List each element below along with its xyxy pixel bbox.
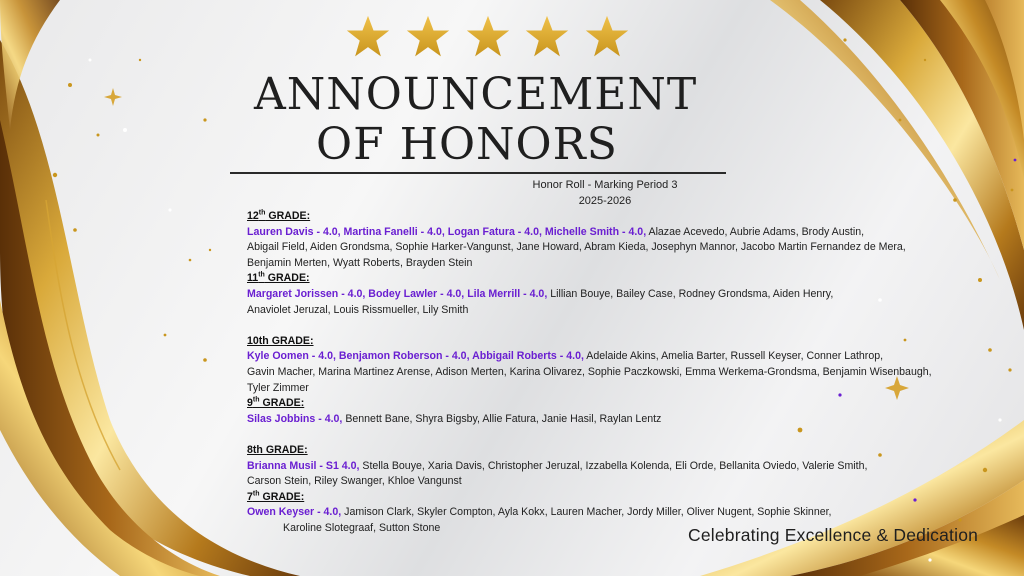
title-line-1: ANNOUNCEMENT	[254, 69, 698, 120]
footer-tagline: Celebrating Excellence & Dedication	[688, 525, 979, 545]
grade-12-heading: 12th GRADE:	[247, 209, 311, 222]
grade-12-names-line2: Abigail Field, Aiden Grondsma, Sophie Harker-Vangunst, Jane Howard, Abram Kieda, Josephyn Mannor, Jacobo Martin Fernandez de Mera,	[247, 241, 906, 254]
grade-10-names-line3: Tyler Zimmer	[247, 381, 309, 394]
star-icon	[405, 14, 451, 60]
honor-roll-list	[247, 209, 947, 536]
grade-12-names	[247, 225, 947, 241]
high-honors-names: Brianna Musil - S1 4.0,	[247, 459, 360, 472]
grade-11-names-line2: Anaviolet Jeruzal, Louis Rissmueller, Lily Smith	[247, 303, 469, 316]
subtitle-period: Honor Roll - Marking Period 3	[532, 179, 678, 191]
grade-8-names-line2: Carson Stein, Riley Swanger, Khloe Vangunst	[247, 475, 462, 488]
subtitle-year: 2025-2026	[578, 195, 632, 207]
grade-12-names-line3: Benjamin Merten, Wyatt Roberts, Brayden Stein	[247, 256, 473, 269]
honors-names: Stella Bouye, Xaria Davis, Christopher Jeruzal, Izzabella Kolenda, Eli Orde, Bellanita Oviedo, Valerie Smith,	[359, 459, 868, 472]
spacer	[247, 318, 947, 334]
high-honors-names: Margaret Jorissen - 4.0, Bodey Lawler - 4.0, Lila Merrill - 4.0,	[247, 287, 548, 300]
star-icon	[345, 14, 391, 60]
spacer	[247, 427, 947, 443]
grade-8-heading: 8th GRADE:	[247, 443, 308, 456]
star-icon	[524, 14, 570, 60]
honors-names: Jamison Clark, Skyler Compton, Ayla Kokx, Lauren Macher, Jordy Miller, Oliver Nugent, Sophie Skinner,	[341, 506, 832, 519]
grade-9-names	[247, 412, 947, 428]
high-honors-names: Lauren Davis - 4.0, Martina Fanelli - 4.0, Logan Fatura - 4.0, Michelle Smith - 4.0,	[247, 225, 647, 238]
grade-7-names	[247, 505, 947, 521]
grade-7-heading: 7th GRADE:	[247, 490, 305, 503]
subtitle	[500, 177, 710, 209]
grade-10-heading: 10th GRADE:	[247, 334, 314, 347]
high-honors-names: Owen Keyser - 4.0,	[247, 506, 342, 519]
high-honors-names: Silas Jobbins - 4.0,	[247, 412, 343, 425]
high-honors-names: Kyle Oomen - 4.0, Benjamon Roberson - 4.0, Abbigail Roberts - 4.0,	[247, 350, 584, 363]
honors-names: Alazae Acevedo, Aubrie Adams, Brody Austin,	[646, 225, 865, 238]
title-divider	[230, 172, 726, 174]
page-title	[254, 70, 734, 170]
grade-7-names-line2: Karoline Slotegraaf, Sutton Stone	[283, 521, 441, 534]
star-icon	[584, 14, 630, 60]
grade-10-names-line2: Gavin Macher, Marina Martinez Arense, Adison Merten, Karina Olivarez, Sophie Paczkowski, Emma Werkema-Grondsma, Benjamin Wisenbaugh,	[247, 365, 932, 378]
grade-11-heading: 11th GRADE:	[247, 271, 310, 285]
grade-11-names	[247, 287, 947, 303]
grade-8-names	[247, 459, 947, 475]
rating-stars	[345, 14, 630, 60]
grade-10-names	[247, 349, 947, 365]
honors-names: Lillian Bouye, Bailey Case, Rodney Grondsma, Aiden Henry,	[547, 287, 834, 300]
star-icon	[465, 14, 511, 60]
honors-names: Bennett Bane, Shyra Bigsby, Allie Fatura, Janie Hasil, Raylan Lentz	[342, 412, 662, 425]
title-line-2: OF HONORS	[316, 119, 618, 170]
grade-9-heading: 9th GRADE:	[247, 396, 305, 410]
honors-names: Adelaide Akins, Amelia Barter, Russell Keyser, Conner Lathrop,	[583, 350, 884, 363]
